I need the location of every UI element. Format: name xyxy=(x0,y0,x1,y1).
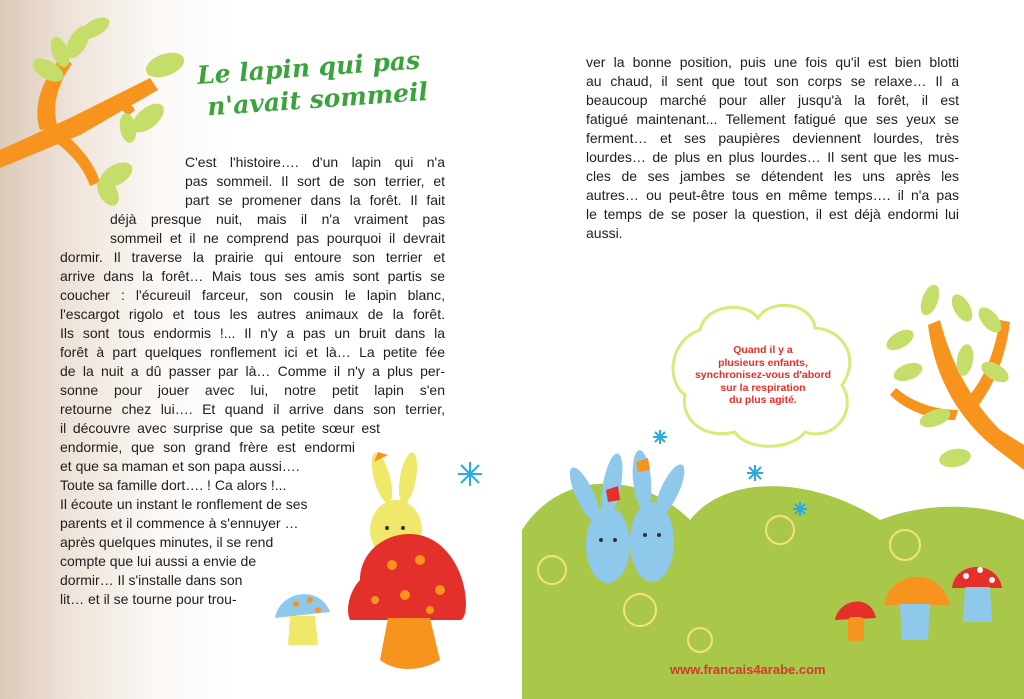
story-line: cles de ses jambes se détendent les uns après les xyxy=(586,168,959,184)
story-line: de la nuit a dû passer par là… Comme il n'y a plus per- xyxy=(60,363,445,379)
story-line: forêt à part quelques ronflement ici et là… La petite fée xyxy=(60,344,445,360)
story-line: Ils sont tous endormis !... Il n'y a pas un bruit dans la xyxy=(60,325,445,341)
story-text-right-column xyxy=(586,53,959,243)
story-line: il découvre avec surprise que sa petite sœur est xyxy=(60,420,380,436)
story-line: aussi. xyxy=(586,225,623,241)
story-line: Il écoute un instant le ronflement de ses xyxy=(60,496,308,512)
story-line: beaucoup marché pour aller jusqu'à la forêt, il est xyxy=(586,92,959,108)
tip-line-5: du plus agité. xyxy=(729,394,797,406)
story-text-left-column xyxy=(60,153,445,609)
tip-line-3: synchronisez-vous d'abord xyxy=(694,369,832,381)
story-line: au chaud, il sent que tout son corps se relaxe… Il a xyxy=(586,73,959,89)
story-line: après quelques minutes, il se rend xyxy=(60,534,274,550)
story-line: l'escargot rigolo et tous les autres animaux de la forêt. xyxy=(60,306,445,322)
story-line: dormir… Il s'installe dans son xyxy=(60,572,243,588)
story-line: retourne chez lui…. Et quand il arrive dans son terrier, xyxy=(60,401,445,417)
story-line: lourdes… de plus en plus lourdes… Il sent que les mus- xyxy=(586,149,959,165)
story-line: et que sa maman et son papa aussi…. xyxy=(60,458,300,474)
tip-line-1: Quand il y a xyxy=(733,344,793,356)
story-line: arrive dans la forêt… Mais tous ses amis sont partis se xyxy=(60,268,445,284)
title-line-2: n'avait sommeil xyxy=(206,77,429,122)
story-line: lit… et il se tourne pour trou- xyxy=(60,591,237,607)
story-line: ferment… et ses paupières deviennent lourdes, très xyxy=(586,130,959,146)
story-line: dormir. Il traverse la prairie qui entoure son terrier et xyxy=(60,249,445,265)
story-line: part se promener dans la forêt. Il fait xyxy=(185,192,445,208)
story-line: autres… ou peut-être tous en même temps…. il n'a pas xyxy=(586,187,959,203)
story-line: sonne pour jouer avec lui, notre petit lapin s'en xyxy=(60,382,445,398)
story-line: déjà presque nuit, mais il n'a vraiment pas xyxy=(110,211,445,227)
story-line: coucher : l'écureuil farceur, son cousin le lapin blanc, xyxy=(60,287,445,303)
story-line: fatigué maintenant... Tellement fatigué que ses yeux se xyxy=(586,111,959,127)
story-line: sommeil et il ne comprend pas pourquoi il devrait xyxy=(110,230,445,246)
story-line: parents et il commence à s'ennuyer … xyxy=(60,515,299,531)
title-line-1: Le lapin qui pas xyxy=(196,45,421,91)
story-line: le temps de se poser la question, il est déjà endormi lui xyxy=(586,206,959,222)
story-line: endormie, que son grand frère est endormi xyxy=(60,439,355,455)
tip-line-4: sur la respiration xyxy=(720,381,806,394)
story-line: compte que lui aussi a envie de xyxy=(60,553,257,569)
tree-right-illustration xyxy=(883,282,1024,470)
story-line: pas sommeil. Il sort de son terrier, et xyxy=(185,173,445,189)
tip-bubble xyxy=(686,344,840,407)
tip-line-2: plusieurs enfants, xyxy=(718,356,808,369)
story-line: C'est l'histoire…. d'un lapin qui n'a xyxy=(185,154,445,170)
story-line: Toute sa famille dort…. ! Ca alors !... xyxy=(60,477,287,493)
story-line: ver la bonne position, puis une fois qu'il est bien blotti xyxy=(586,54,959,70)
website-url: www.francais4arabe.com xyxy=(670,662,826,677)
